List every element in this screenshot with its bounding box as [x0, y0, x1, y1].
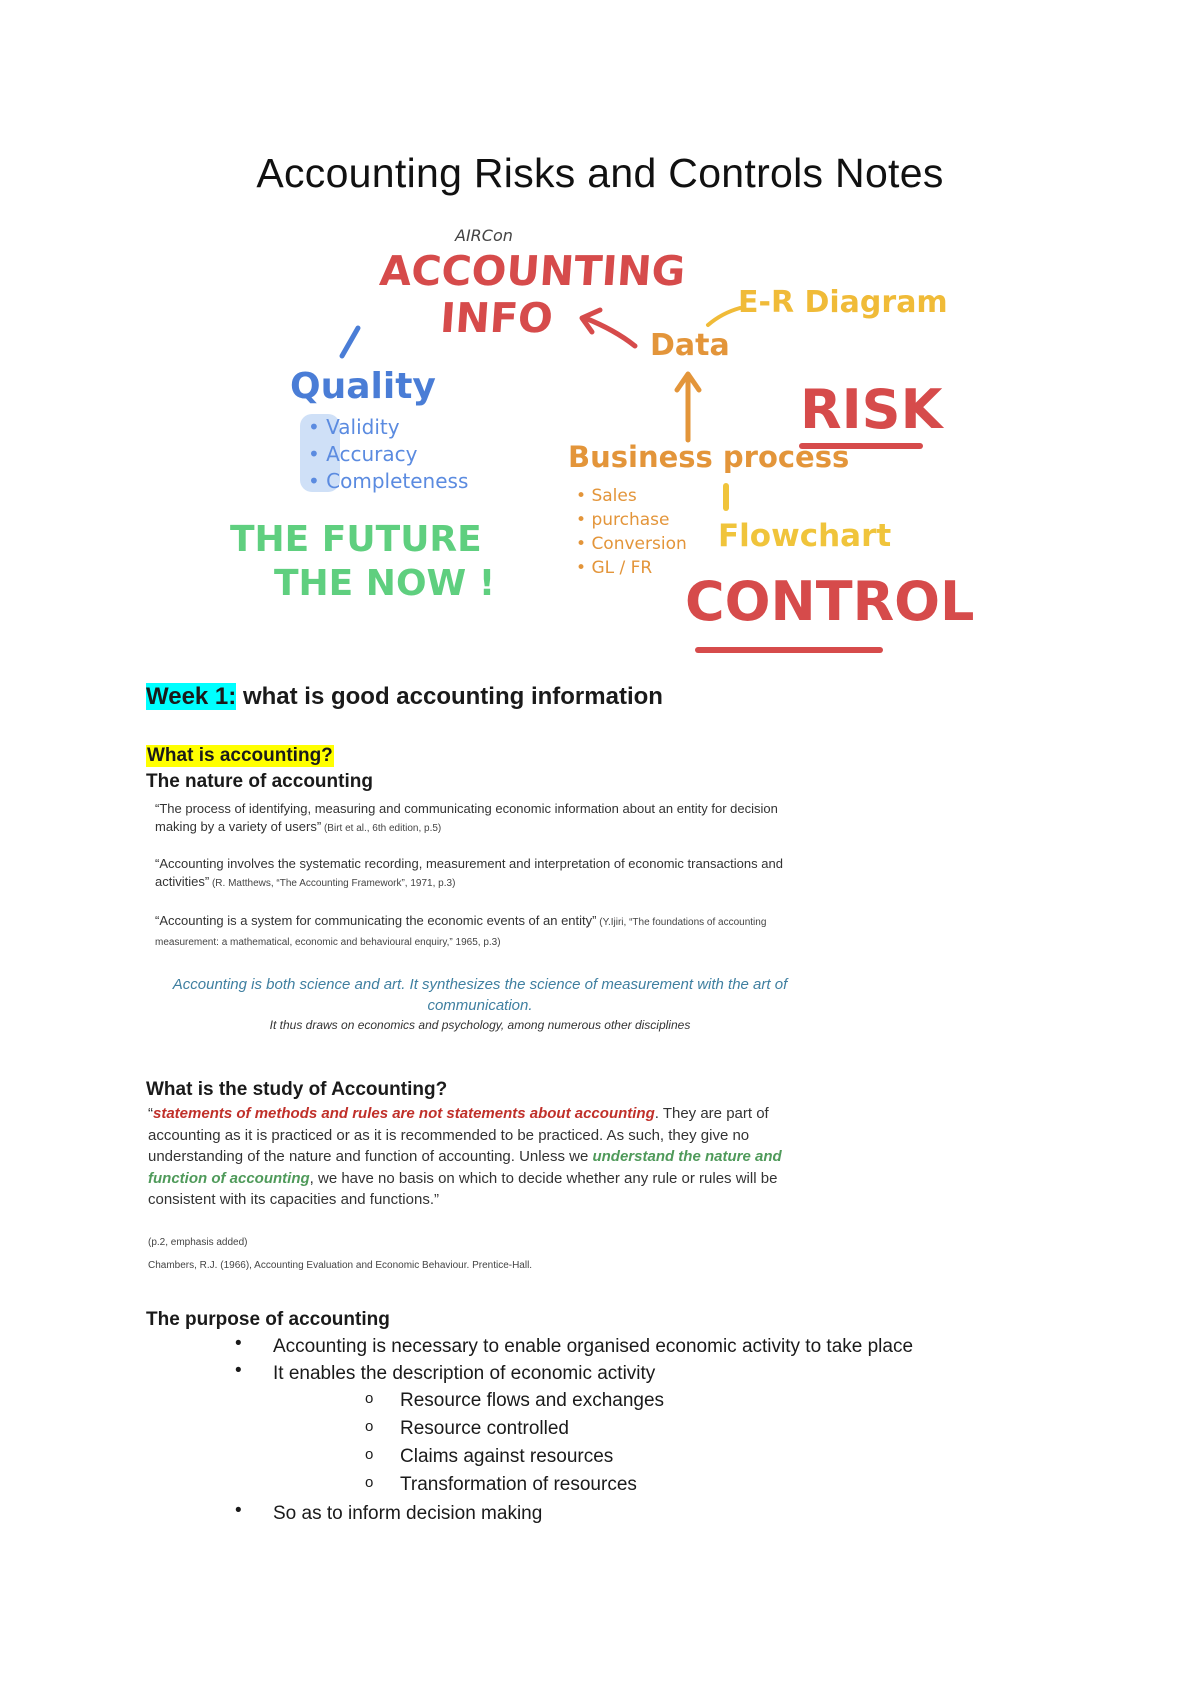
sub-bullet-marker: o	[365, 1390, 374, 1407]
accounting-info-line1: ACCOUNTING	[378, 247, 687, 295]
sub-bullet-marker: o	[365, 1474, 374, 1491]
quality-list	[308, 414, 468, 495]
science-art-note: It thus draws on economics and psychology, among numerous other disciplines	[269, 1018, 691, 1032]
purpose-of-accounting-heading: The purpose of accounting	[146, 1309, 390, 1330]
science-art-quote: Accounting is both science and art. It synthesizes the science of measurement with the art of communication.	[172, 976, 788, 1014]
sub-list-item: Resource flows and exchanges	[400, 1390, 665, 1411]
flowchart-label: Flowchart	[718, 518, 892, 554]
data-label: Data	[650, 328, 730, 363]
list-item: •	[235, 1333, 242, 1354]
mind-map-sketch	[230, 218, 975, 668]
list-item-text: So as to inform decision making	[273, 1503, 543, 1524]
quality-connector-line	[342, 328, 358, 356]
quality-label: Quality	[290, 366, 436, 407]
accounting-info-label	[375, 248, 687, 342]
future-line2: THE NOW !	[274, 563, 496, 604]
week-title: what is good accounting information	[236, 683, 663, 710]
sub-list-item: Resource controlled	[400, 1418, 569, 1439]
sub-bullet-marker: o	[365, 1418, 374, 1435]
page-title: Accounting Risks and Controls Notes	[256, 150, 944, 196]
control-label: CONTROL	[685, 570, 975, 633]
definition-quote-1: “The process of identifying, measuring and communicating economic information about an entity for decision making by a variety of users” (Birt et al., 6th edition, p.5)	[155, 801, 778, 834]
business-process-label: Business process	[568, 440, 850, 474]
list-item-text: It enables the description of economic activity	[273, 1363, 656, 1384]
green-emphasis: understand the nature and function of accounting	[148, 1148, 782, 1187]
sub-list-item: Claims against resources	[400, 1446, 614, 1467]
week-heading	[146, 683, 663, 711]
sub-list-item: Transformation of resources	[400, 1474, 637, 1495]
risk-label: RISK	[800, 378, 943, 441]
er-connector-line	[708, 308, 740, 325]
what-is-accounting-heading: What is accounting?	[147, 745, 333, 766]
chambers-quote: “statements of methods and rules are not statements about accounting. They are part of accounting as it is practiced or as it is recommended to be practiced. As such, they give no understanding of the nature and function of accounting. Unless we understand the nature and function of accounting, we have no basis on which to decide whether any rule or rules will be consistent with its capacities and functions.”	[148, 1105, 782, 1208]
nature-of-accounting-heading: The nature of accounting	[146, 771, 373, 792]
red-emphasis: statements of methods and rules are not statements about accounting	[153, 1105, 655, 1122]
definition-quote-3: “Accounting is a system for communicating the economic events of an entity” (Y.Ijiri, “The foundations of accounting measurement: a mathematical, economic and behavioural enquiry,” 1965, p.3)	[155, 913, 767, 948]
business-process-list	[576, 484, 687, 580]
quote-citation: (Birt et al., 6th edition, p.5)	[321, 823, 442, 834]
list-item: •	[235, 1360, 242, 1381]
study-of-accounting-heading: What is the study of Accounting?	[146, 1079, 448, 1100]
business-item: • Sales	[576, 486, 637, 506]
sub-bullet-marker: o	[365, 1446, 374, 1463]
future-line1: THE FUTURE	[230, 519, 482, 560]
week-label: Week 1:	[146, 683, 237, 710]
business-item: • Conversion	[576, 534, 687, 554]
business-item: • GL / FR	[576, 558, 653, 578]
accounting-info-line2: INFO	[438, 294, 555, 342]
list-item: •	[235, 1500, 242, 1521]
list-item-text: Accounting is necessary to enable organised economic activity to take place	[273, 1336, 914, 1357]
quote-citation: (Y.Ijiri, “The foundations of accounting measurement: a mathematical, economic and behavioural enquiry,” 1965, p.3)	[155, 917, 767, 948]
quality-item: • Accuracy	[308, 442, 418, 466]
er-diagram-label: E-R Diagram	[738, 285, 948, 320]
page-note: (p.2, emphasis added)	[148, 1237, 248, 1248]
quote-citation: (R. Matthews, “The Accounting Framework”, 1971, p.3)	[209, 878, 456, 889]
signature-logo: AIRCon	[455, 226, 513, 245]
future-now-label	[230, 518, 495, 606]
quality-item: • Validity	[308, 415, 400, 439]
quality-item: • Completeness	[308, 469, 469, 493]
business-item: • purchase	[576, 510, 670, 530]
definition-quote-2: “Accounting involves the systematic recording, measurement and interpretation of economic transactions and activities” (R. Matthews, “The Accounting Framework”, 1971, p.3)	[155, 856, 783, 889]
reference-citation: Chambers, R.J. (1966), Accounting Evaluation and Economic Behaviour. Prentice-Hall.	[148, 1260, 533, 1271]
